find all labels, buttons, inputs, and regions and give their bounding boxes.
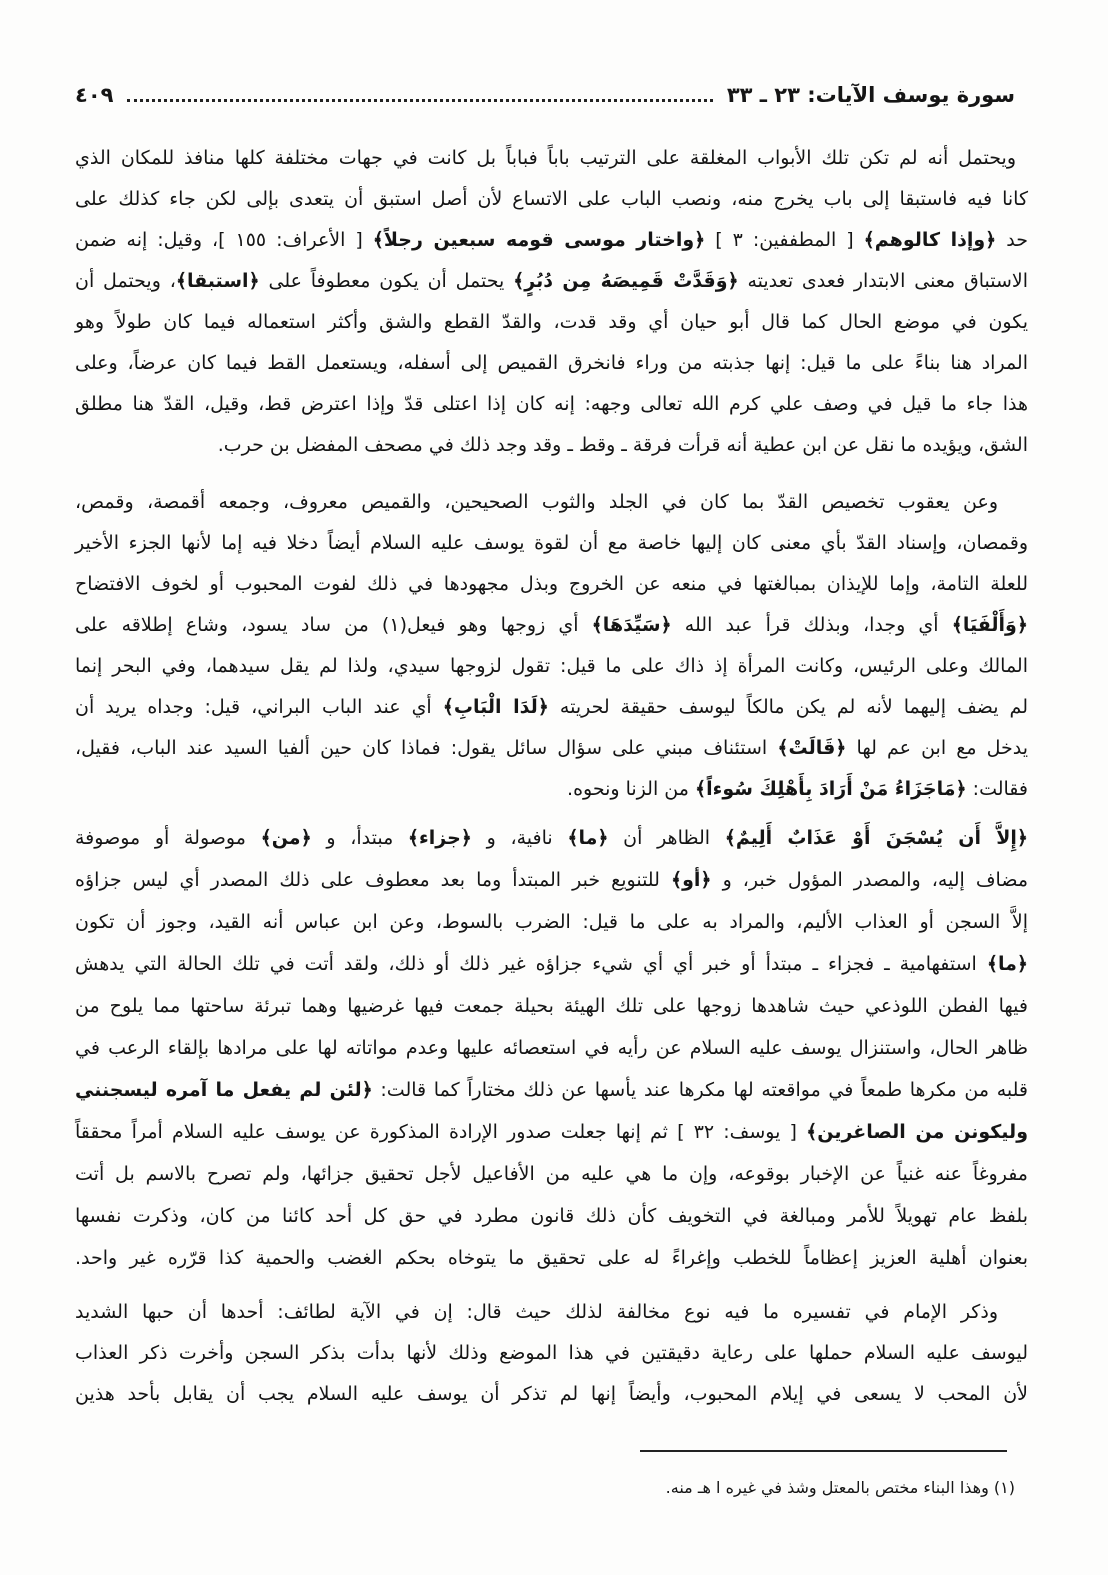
text-run: أي وجدا، وبذلك قرأ عبد الله [671,614,952,636]
quran-quote: ﴿مَاجَزَاءُ مَنْ أَرَادَ بِأَهْلِكَ سُوءاً﴾ [694,778,967,800]
quran-quote: ﴿استبقا﴾ [175,270,260,292]
quran-quote: ﴿قَالَتْ﴾ [777,737,847,759]
paragraph-4 [75,1292,1028,1415]
text-run: يدخل مع ابن عم لها [846,737,1028,759]
text-line [75,687,1028,728]
text-run: ظاهر الحال، واستنزال يوسف عليه السلام عن رأيه في استعصائه عليها وعدم مواتاته لها على مرادها بإلقاء الرعب في [75,1037,1028,1059]
quran-quote: ﴿من﴾ [260,827,312,849]
text-run: [ الأعراف: ١٥٥ ]، وقيل: إنه ضمن [75,229,373,251]
running-header [75,78,1015,112]
text-run: ليوسف عليه السلام حملها على رعاية دقيقتين في هذا الموضع وذلك لأنها بدأت بذكر السجن وأخرت ذكر العذاب [75,1342,1028,1364]
running-title: سورة يوسف الآيات: ٢٣ ـ ٣٣ [726,83,1015,107]
dot-leader [127,99,712,102]
text-run: لم يضف إليهما لأنه لم يكن مالكاً ليوسف حقيقة لحريته [548,696,1028,718]
text-line [75,605,1028,646]
text-line [75,564,1028,605]
text-run: يحتمل أن يكون معطوفاً على [259,270,514,292]
quran-quote: ﴿ما﴾ [986,953,1028,975]
text-run: للعلة التامة، وإما للإيذان بمبالغتها في منعه عن الخروج وبذل مجهودها في ذلك لفوت المحبوب أو لخوف الافتضاح [75,573,1028,595]
paragraph-3 [75,817,1028,1279]
quran-quote: ﴿واختار موسى قومه سبعين رجلاً﴾ [372,229,706,251]
text-run: مضاف إليه، والمصدر المؤول خبر، و [711,869,1029,891]
text-line [75,220,1028,261]
quran-quote: ﴿وَقَدَّتْ قَمِيصَهُ مِن دُبُرٍ﴾ [513,270,739,292]
text-line [75,728,1028,769]
text-run: قلبه من مكرها طمعاً في مواقعته لها مكرها عند يأسها عن ذلك مختاراً كما قالت: [372,1079,1028,1101]
quran-quote: ﴿لَدَا الْبَابِ﴾ [442,696,549,718]
text-run: هذا جاء ما قيل في وصف علي كرم الله تعالى وجهه: إنه كان إذا اعتلى قدّ وإذا اعترض قط، وقيل، القدّ هنا مطلق [75,393,1028,415]
quran-quote: ﴿جزاء﴾ [407,827,472,849]
text-line [75,943,1028,985]
text-run: وقمصان، وإسناد القدّ بأي معنى كان إليها خاصة مع أن لقوة يوسف عليه السلام أيضاً دخلا فيه إما لأنها الجزء الأخير [75,532,1028,554]
text-run: لأن المحب لا يسعى في إيلام المحبوب، وأيضاً إنها لم تذكر أن يوسف عليه السلام يجب أن يقابل بأحد هذين [75,1383,1028,1405]
text-line [75,646,1028,687]
text-line [75,1333,1028,1374]
text-run: حد [996,229,1029,251]
paragraph-2 [75,482,1028,810]
text-run: مفروغاً عنه غنياً عن الإخبار بوقوعه، وإن ما هي عليه من الأفاعيل لأجل تحقيق جزائها، ولم تصرح بالاسم بل أتت [75,1163,1028,1185]
text-line [75,985,1028,1027]
quran-quote: ﴿إِلاَّ أَن يُسْجَنَ أَوْ عَذَابٌ أَلِيمٌ﴾ [724,827,1028,849]
text-line [75,1111,1028,1153]
quran-quote: وليكونن من الصاغرين﴾ [806,1121,1029,1143]
text-run: ويحتمل أنه لم تكن تلك الأبواب المغلقة على الترتيب باباً فباباً بل كانت في جهات مختلفة كلها منافذ للمكان الذي [75,147,1016,169]
text-line [75,179,1028,220]
text-run: الظاهر أن [608,827,725,849]
text-line [75,1069,1028,1111]
text-run: بلفظ عام تهويلاً للأمر ومبالغة في التخويف كأن ذلك قانون مطرد في حق كل أحد كائنا من كان، وذكرت نفسها [75,1205,1028,1227]
text-run: من الزنا ونحوه. [567,778,695,800]
text-run: مبتدأ، و [311,827,408,849]
text-line [75,523,1028,564]
text-run: المالك وعلى الرئيس، وكانت المرأة إذ ذاك على ما قيل: تقول لزوجها سيدي، ولذا لم يقل سيدهما، وفي البحر إنما [75,655,1028,677]
text-run: للتنويع خبر المبتدأ وما بعد معطوف على ذلك المصدر أي ليس جزاؤه [75,869,671,891]
text-line [75,1237,1028,1279]
quran-quote: ﴿وَأَلْفَيَا﴾ [951,614,1028,636]
footnote-separator [640,1450,1007,1452]
text-line [75,1027,1028,1069]
text-run: وذكر الإمام في تفسيره ما فيه نوع مخالفة لذلك حيث قال: إن في الآية لطائف: أحدها أن حبها الشديد [75,1301,998,1323]
text-run: أي زوجها وهو فيعل(١) من ساد يسود، وشاع إطلاقه على [75,614,592,636]
paragraph-1 [75,138,1028,466]
quran-quote: ﴿ما﴾ [567,827,609,849]
text-run: إلاَّ السجن أو العذاب الأليم، والمراد به على ما قيل: الضرب بالسوط، وعن ابن عباس أنه القيد، وجوز أن تكون [75,911,1028,933]
text-run: [ يوسف: ٣٢ ] ثم إنها جعلت صدور الإرادة المذكورة عن يوسف عليه السلام أمراً محققاً [75,1121,807,1143]
text-line [75,482,1028,523]
text-line [75,901,1028,943]
quran-quote: ﴿سَيِّدَهَا﴾ [591,614,672,636]
footnote: (١) وهذا البناء مختص بالمعتل وشذ في غيره ا هـ منه. [665,1478,1015,1497]
text-run: نافية، و [471,827,568,849]
text-run: استئناف مبني على سؤال سائل يقول: فماذا كان حين ألفيا السيد عند الباب، فقيل، [75,737,778,759]
text-line [75,302,1028,343]
text-line [75,1292,1028,1333]
text-line [75,138,1028,179]
text-run: الاستباق معنى الابتدار فعدى تعديته [738,270,1029,292]
text-run: المراد هنا بناءً على ما قيل: إنها جذبته من وراء فانخرق القميص إلى أسفله، ويستعمل القط فيما كان عرضاً، وعلى [75,352,1028,374]
quran-quote: ﴿أو﴾ [670,869,712,891]
text-run: الشق، ويؤيده ما نقل عن ابن عطية أنه قرأت فرقة ـ وقط ـ وقد وجد ذلك في مصحف المفضل بن حرب. [217,434,1028,456]
text-line [75,1195,1028,1237]
text-line [75,261,1028,302]
text-run: وعن يعقوب تخصيص القدّ بما كان في الجلد والثوب الصحيحين، والقميص معروف، وجمعه أقمصة، وقمص، [75,491,998,513]
text-run: [ المطففين: ٣ ] [705,229,864,251]
text-line [75,859,1028,901]
quran-quote: ﴿لئن لم يفعل ما آمره ليسجنني [75,1079,373,1101]
text-run: فيها الفطن اللوذعي حيث شاهدها زوجها على تلك الهيئة بحيلة جمعت فيها غرضيها وهما تبرئة ساحتها مما يلوح من [75,995,1028,1017]
text-line [75,425,1028,466]
text-line [75,769,1028,810]
text-line [75,1374,1028,1415]
page-number: ٤٠٩ [75,83,114,107]
text-run: كانا فيه فاستبقا إلى باب يخرج منه، ونصب الباب على الاتساع لأن أصل استبق أن يتعدى بإلى لكن جاء كذلك على [75,188,1028,210]
text-line [75,1153,1028,1195]
text-line [75,384,1028,425]
text-run: فقالت: [966,778,1028,800]
text-line [75,343,1028,384]
text-line [75,817,1028,859]
text-run: بعنوان أهلية العزيز إعظاماً للخطب وإغراءً له على تحقيق ما يتوخاه بحكم الغضب والحمية كذا قرّره غير واحد. [75,1247,1028,1269]
text-run: استفهامية ـ فجزاء ـ مبتدأ أو خبر أي أي شيء جزاؤه غير ذلك أو ذلك، ولقد أتت في تلك الحالة التي يدهش [75,953,987,975]
quran-quote: ﴿وإذا كالوهم﴾ [863,229,997,251]
text-run: يكون في موضع الحال كما قال أبو حيان أي وقد قدت، والقدّ القطع والشق وأكثر استعماله فيما كان طولاً وهو [75,311,1028,333]
text-run: ، ويحتمل أن [75,270,176,292]
text-run: موصولة أو موصوفة [75,827,261,849]
text-run: أي عند الباب البراني، قيل: وجداه يريد أن [75,696,443,718]
